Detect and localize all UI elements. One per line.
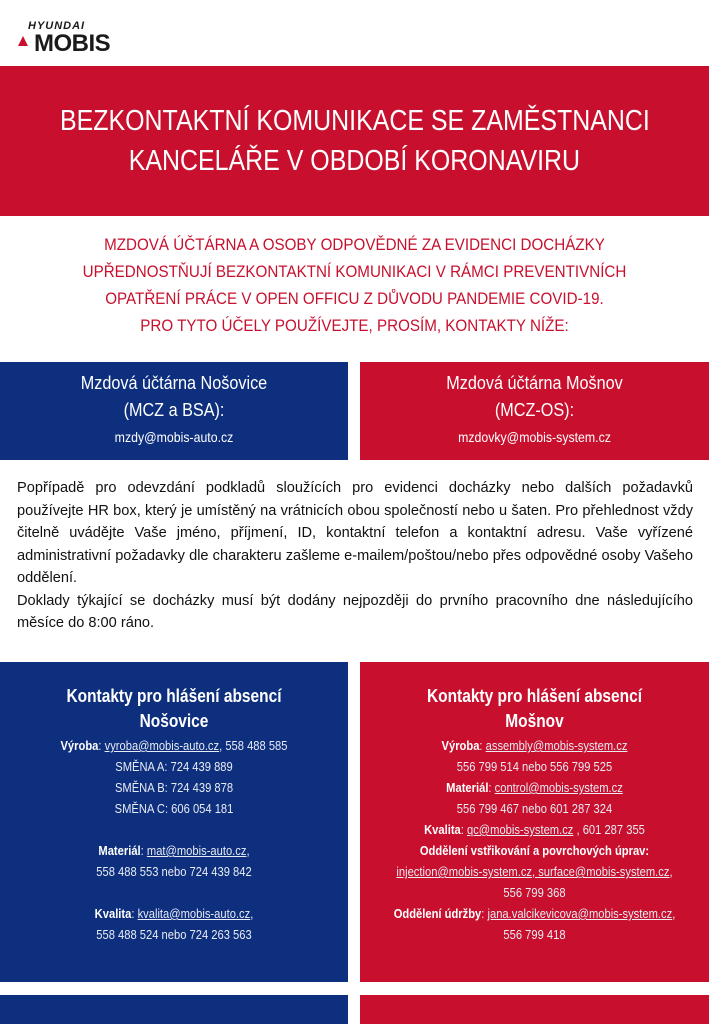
vyroba-label: Výroba	[441, 738, 480, 753]
footer-bar-blue	[0, 995, 348, 1024]
absence-mosnov-location: Mošnov	[505, 711, 564, 731]
injection-dept-label	[384, 840, 684, 861]
payroll-mosnov-panel	[360, 362, 709, 460]
maintenance-email-link[interactable]: jana.valcikevicova@mobis-system.cz	[487, 906, 673, 921]
logo-brand-line1: HYUNDAI	[28, 20, 86, 32]
deadline-paragraph: Doklady týkající se docházky musí být dodány nejpozději do prvního pracovního dne následujícího měsíce do 8:00 ráno.	[17, 592, 693, 631]
payroll-nosovice-panel	[0, 362, 348, 460]
intro-line: PRO TYTO ÚČELY POUŽÍVEJTE, PROSÍM, KONTAKTY NÍŽE:	[140, 317, 569, 335]
quality-email-link[interactable]: kvalita@mobis-auto.cz	[137, 906, 251, 921]
vyroba-label: Výroba	[60, 738, 99, 753]
material-phones: 558 488 553 nebo 724 439 842	[96, 864, 252, 879]
intro-line: OPATŘENÍ PRÁCE V OPEN OFFICU Z DŮVODU PANDEMIE COVID-19.	[105, 290, 604, 308]
maintenance-contact-line: Oddělení údržby: jana.valcikevicova@mobis-system.cz,	[393, 906, 676, 921]
material-email-comma: ,	[246, 843, 250, 858]
quality-contact-line: Kvalita: kvalita@mobis-auto.cz,	[94, 906, 254, 921]
payroll-mosnov-email[interactable]: mzdovky@mobis-system.cz	[458, 429, 611, 445]
material-label: Materiál	[98, 843, 141, 858]
quality-phones: 558 488 524 nebo 724 263 563	[96, 927, 252, 942]
material-contact-line: Materiál: mat@mobis-auto.cz,	[98, 843, 250, 858]
instructions-paragraph: Popřípadě pro odevzdání podkladů sloužících pro evidenci docházky nebo dalších požadavků používejte HR box, který je umístěný na vrátnicích obou společností nebo u šaten. Pro přehlednost vždy čitelně uvádějte Vaše jméno, příjmení, ID, kontaktní telefon a kontaktní adresu. Vaše vyřízené administrativní požadavky dle charakteru zašleme e-mailem/poštou/nebo přes odpovědné osoby Vašeho oddělení.	[17, 480, 693, 586]
material-email-link[interactable]: mat@mobis-auto.cz	[146, 843, 247, 858]
material-email-link[interactable]: control@mobis-system.cz	[494, 780, 623, 795]
intro-text	[0, 232, 709, 340]
vyroba-phone: , 558 488 585	[219, 738, 288, 753]
injection-dept-label-text: Oddělení vstřikování a povrchových úprav:	[419, 843, 650, 858]
mobis-logo-mark-icon	[16, 34, 30, 48]
quality-label: Kvalita	[424, 822, 461, 837]
maintenance-email-comma: ,	[672, 906, 676, 921]
payroll-mosnov-title: Mzdová účtárna Mošnov	[446, 373, 623, 393]
quality-contact-line: Kvalita: qc@mobis-system.cz , 601 287 355	[424, 822, 645, 837]
material-phones: 556 799 467 nebo 601 287 324	[456, 801, 613, 816]
intro-line: MZDOVÁ ÚČTÁRNA A OSOBY ODPOVĚDNÉ ZA EVIDENCI DOCHÁZKY	[104, 236, 605, 254]
absence-mosnov-heading: Kontakty pro hlášení absencí	[426, 686, 643, 706]
absence-nosovice-location: Nošovice	[139, 711, 209, 731]
vyroba-phones: 556 799 514 nebo 556 799 525	[456, 759, 613, 774]
vyroba-email-link[interactable]: vyroba@mobis-auto.cz	[104, 738, 220, 753]
vyroba-contact-line: Výroba: vyroba@mobis-auto.cz, 558 488 585	[60, 738, 288, 753]
shift-a-phone: SMĚNA A: 724 439 889	[115, 759, 233, 774]
quality-label: Kvalita	[94, 906, 132, 921]
title-banner	[0, 66, 709, 216]
maintenance-phone: 556 799 418	[503, 927, 566, 942]
shift-c-phone: SMĚNA C: 606 054 181	[114, 801, 234, 816]
vyroba-email-link[interactable]: assembly@mobis-system.cz	[485, 738, 628, 753]
banner-title-line1: BEZKONTAKTNÍ KOMUNIKACE SE ZAMĚSTNANCI	[59, 105, 650, 137]
payroll-nosovice-title: Mzdová účtárna Nošovice	[80, 373, 268, 393]
material-label: Materiál	[446, 780, 489, 795]
quality-email-link[interactable]: qc@mobis-system.cz	[466, 822, 574, 837]
vyroba-contact-line: Výroba: assembly@mobis-system.cz	[441, 738, 628, 753]
banner-title-line2: KANCELÁŘE V OBDOBÍ KORONAVIRU	[128, 145, 581, 177]
footer-bar-red	[360, 995, 709, 1024]
quality-phone: , 601 287 355	[573, 822, 645, 837]
logo-brand-line2: MOBIS	[34, 30, 111, 57]
payroll-nosovice-scope: (MCZ a BSA):	[123, 400, 225, 420]
absence-mosnov-panel	[360, 662, 709, 982]
absence-nosovice-panel	[0, 662, 348, 982]
material-contact-line: Materiál: control@mobis-system.cz	[446, 780, 623, 795]
quality-email-comma: ,	[250, 906, 254, 921]
injection-dept-emails	[384, 861, 684, 882]
injection-dept-email-links[interactable]: injection@mobis-system.cz, surface@mobis-system.cz,	[396, 864, 673, 879]
payroll-nosovice-email[interactable]: mzdy@mobis-auto.cz	[114, 429, 234, 445]
maintenance-label: Oddělení údržby	[393, 906, 482, 921]
injection-dept-phone: 556 799 368	[503, 885, 566, 900]
absence-nosovice-heading: Kontakty pro hlášení absencí	[66, 686, 282, 706]
hyundai-mobis-logo	[18, 20, 128, 60]
shift-b-phone: SMĚNA B: 724 439 878	[114, 780, 234, 795]
instructions-text	[17, 477, 693, 635]
intro-line: UPŘEDNOSTŇUJÍ BEZKONTAKTNÍ KOMUNIKACI V RÁMCI PREVENTIVNÍCH	[82, 263, 627, 281]
payroll-mosnov-scope: (MCZ-OS):	[494, 400, 575, 420]
